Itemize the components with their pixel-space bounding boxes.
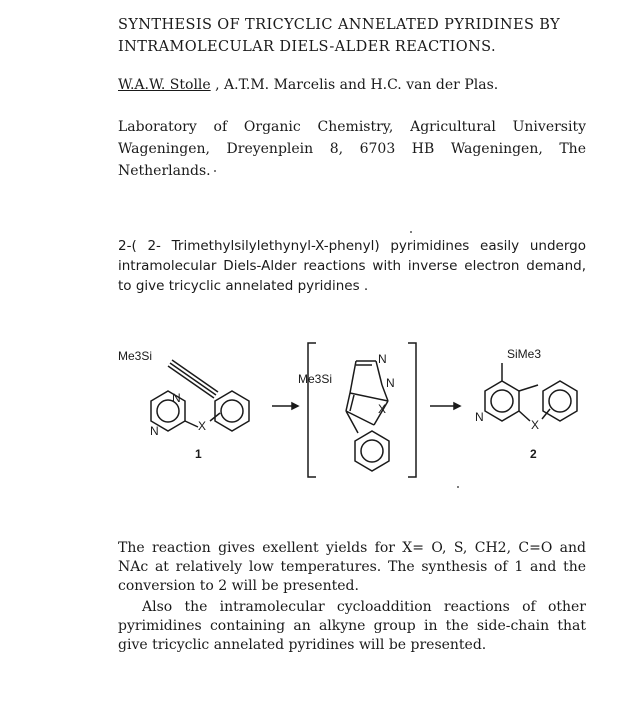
paper-title: SYNTHESIS OF TRICYCLIC ANNELATED PYRIDINES BY INTRAMOLECULAR DIELS-ALDER REACTIONS. [118, 17, 561, 55]
intermediate-n-top: N [378, 352, 387, 366]
left-bracket [308, 343, 316, 477]
abstract-outlook: Also the intramolecular cycloaddition reactions of other pyrimidines containing an alkyne group in the side-chain that give tricyclic annelated pyridines will be presented. [118, 599, 586, 653]
me3si-label-intermediate: Me3Si [298, 372, 333, 386]
arrow-head-1 [292, 403, 298, 409]
simes-label-product: SiMe3 [507, 347, 542, 361]
product-benzene-ring [543, 381, 577, 421]
x-label-product: X [531, 418, 540, 432]
intermediate-benzene-ring [355, 431, 389, 471]
compound-1-label: 1 [195, 447, 202, 461]
right-bracket [408, 343, 416, 477]
x-label-start: X [198, 419, 207, 433]
abstract-results: The reaction gives exellent yields for X= O, S, CH2, C=O and NAc at relatively low temperatures. The synthesis of 1 and the conversion to 2 will be presented. [118, 540, 586, 594]
co-authors: A.T.M. Marcelis and H.C. van der Plas. [224, 77, 499, 93]
presenting-author: W.A.W. Stolle [118, 77, 211, 93]
product-pyridine-ring [485, 381, 519, 421]
scan-speck [214, 170, 216, 172]
intermediate-n-middle: N [386, 376, 395, 390]
affiliation: Laboratory of Organic Chemistry, Agricultural University Wageningen, Dreyenplein 8, 6703 HB Wageningen, The Netherlands. [118, 119, 586, 179]
author-line [118, 76, 498, 94]
phenyl-ring [215, 391, 249, 431]
compound-2-label: 2 [530, 447, 537, 461]
x-label-intermediate: X [378, 402, 387, 416]
x-bridge-bond-left [185, 421, 198, 427]
pyrimidine-n-top: N [172, 391, 181, 405]
scan-speck [410, 231, 412, 233]
abstract-intro: 2-( 2- Trimethylsilylethynyl-X-phenyl) pyrimidines easily undergo intramolecular Diels-Alder reactions with inverse electron demand, to give tricyclic annelated pyridines . [118, 238, 586, 294]
author-separator: , [210, 77, 225, 93]
arrow-head-2 [454, 403, 460, 409]
bicyclic-intermediate [346, 361, 388, 433]
reaction-scheme [110, 335, 600, 495]
me3si-label-start: Me3Si [118, 349, 153, 363]
pyrimidine-n-bottom: N [150, 424, 159, 438]
product-n-label: N [475, 410, 484, 424]
scan-speck [457, 486, 459, 488]
